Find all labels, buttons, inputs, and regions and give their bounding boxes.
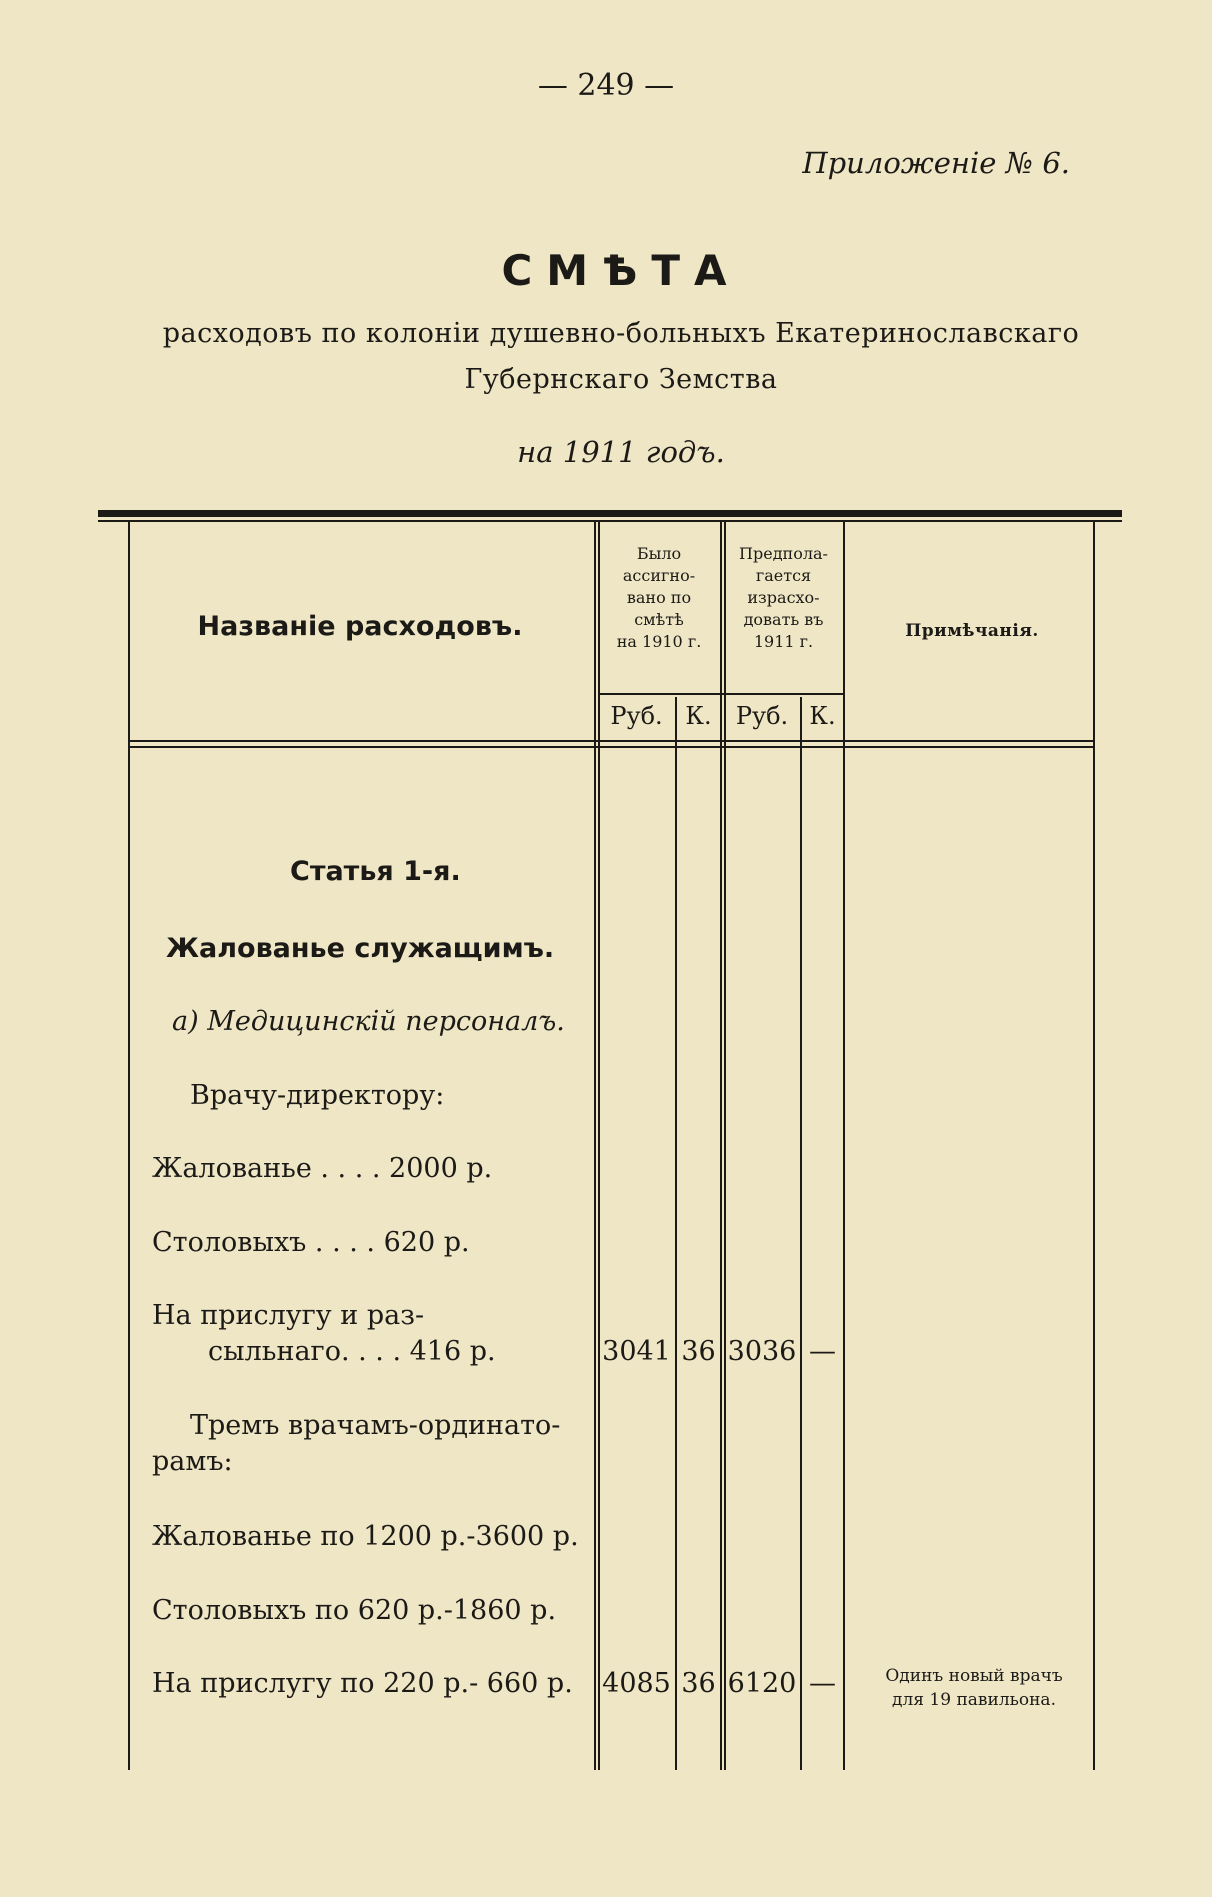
director-1911-rub: 3036: [727, 1336, 797, 1367]
director-servant-line-2: сыльнаго. . . . 416 р.: [208, 1336, 496, 1367]
director-1911-kop: —: [809, 1336, 836, 1367]
ordinators-1911-kop: —: [809, 1668, 836, 1699]
subtitle-line-1: расходовъ по колоніи душевно-больныхъ Екатеринославскаго: [162, 318, 1080, 349]
header-kop-1910: К.: [685, 702, 712, 730]
header-planned-1911: Предпола- гается израсхо- довать въ 1911 г.: [739, 544, 828, 651]
ordinators-meals: Столовыхъ по 620 р.-1860 р.: [152, 1595, 557, 1626]
ordinators-1910-kop: 36: [681, 1668, 716, 1699]
table-top-rule: [98, 510, 1122, 517]
ordinators-heading-line-2: рамъ:: [152, 1446, 233, 1477]
column-divider: [594, 522, 596, 1770]
table-left-border: [128, 522, 130, 1770]
director-meals: Столовыхъ . . . . 620 р.: [152, 1227, 470, 1258]
appendix-label: Приложеніе № 6.: [802, 146, 1070, 180]
column-divider: [720, 522, 722, 1770]
ordinators-1911-rub: 6120: [727, 1668, 797, 1699]
subtitle-line-2: Губернскаго Земства: [464, 364, 778, 395]
director-1910-kop: 36: [681, 1336, 716, 1367]
budget-year: на 1911 годъ.: [517, 435, 725, 469]
header-bottom-rule: [128, 740, 1095, 742]
document-title: СМѢТА: [501, 246, 741, 295]
table-top-rule-thin: [98, 520, 1122, 522]
kop-divider: [800, 697, 802, 1770]
director-salary: Жалованье . . . . 2000 р.: [152, 1153, 493, 1184]
header-bottom-rule: [128, 746, 1095, 748]
director-heading: Врачу-директору:: [190, 1080, 445, 1111]
section-heading: Жалованье служащимъ.: [166, 933, 555, 964]
header-assigned-1910: Было ассигно- вано по смѣтѣ на 1910 г.: [616, 544, 702, 651]
director-1910-rub: 3041: [602, 1336, 671, 1367]
ordinators-salary: Жалованье по 1200 р.-3600 р.: [152, 1521, 579, 1552]
header-expense-name: Названіе расходовъ.: [197, 611, 523, 642]
header-kop-1911: К.: [809, 702, 836, 730]
page-number: — 249 —: [537, 68, 675, 103]
ordinators-servant: На прислугу по 220 р.- 660 р.: [152, 1668, 573, 1699]
table-right-border: [1093, 522, 1095, 1770]
header-notes: Примѣчанія.: [905, 621, 1039, 641]
article-heading: Статья 1-я.: [290, 856, 461, 887]
header-rub-1910: Руб.: [610, 702, 663, 730]
ordinators-note: Одинъ новый врачъ для 19 павильона.: [885, 1666, 1063, 1710]
column-divider: [843, 522, 845, 1770]
subsection-heading: а) Медицинскій персоналъ.: [172, 1006, 565, 1037]
unit-row-rule: [598, 693, 843, 695]
header-rub-1911: Руб.: [735, 702, 789, 730]
ordinators-heading-line-1: Тремъ врачамъ-ординато-: [190, 1410, 561, 1441]
ordinators-1910-rub: 4085: [602, 1668, 671, 1699]
kop-divider: [675, 697, 677, 1770]
director-servant-line-1: На прислугу и раз-: [152, 1300, 425, 1331]
